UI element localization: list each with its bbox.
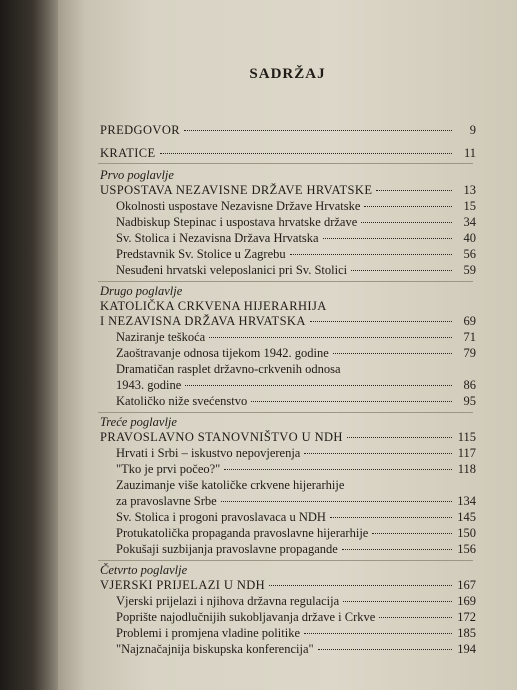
toc-entry-label: Protukatolička propaganda pravoslavne hijerarhije: [116, 526, 369, 540]
section-divider: [98, 560, 473, 561]
toc-entry-label: Nesuđeni hrvatski veleposlanici pri Sv. Stolici: [116, 263, 348, 277]
toc-entry-predgovor: [100, 122, 476, 138]
leader-dots: [251, 401, 452, 402]
leader-dots: [304, 453, 452, 454]
toc-page-number: 86: [463, 378, 476, 392]
toc-entry-label: Sv. Stolica i Nezavisna Država Hrvatska: [116, 231, 319, 245]
leader-dots: [185, 385, 452, 386]
toc-entry-label: "Najznačajnija biskupska konferencija": [116, 642, 314, 656]
toc-entry-label: Predstavnik Sv. Stolice u Zagrebu: [116, 247, 286, 261]
toc-entry-label: Zaoštravanje odnosa tijekom 1942. godine: [116, 346, 329, 360]
leader-dots: [160, 153, 452, 154]
leader-dots: [269, 585, 452, 586]
toc-entry-label: Poprište najodlučnijih sukobljavanja države i Crkve: [116, 610, 376, 624]
toc-page-number: 71: [463, 330, 476, 344]
section-divider: [98, 163, 473, 164]
chapter-heading-row: [100, 313, 476, 329]
toc-subentry: [116, 246, 476, 262]
chapter-heading: PRAVOSLAVNO STANOVNIŠTVO U NDH: [100, 430, 343, 444]
leader-dots: [347, 437, 452, 438]
leader-dots: [209, 337, 452, 338]
toc-page-number: 185: [457, 626, 476, 640]
toc-page-number: 79: [463, 346, 476, 360]
toc-subentry: [116, 377, 476, 393]
leader-dots: [379, 617, 452, 618]
toc-entry-label: Hrvati i Srbi – iskustvo nepovjerenja: [116, 446, 301, 460]
chapter-heading: KATOLIČKA CRKVENA HIJERARHIJA: [100, 299, 327, 313]
leader-dots: [372, 533, 452, 534]
toc-page-number: 134: [457, 494, 476, 508]
toc-page-number: 172: [457, 610, 476, 624]
toc-page-number: 56: [463, 247, 476, 261]
toc-entry-kratice: [100, 145, 476, 161]
leader-dots: [290, 254, 452, 255]
toc-subentry: [116, 593, 476, 609]
toc-subentry: [116, 345, 476, 361]
toc-page-number: 117: [457, 446, 476, 460]
toc-subentry: [116, 525, 476, 541]
toc-page-number: 9: [469, 123, 476, 137]
toc-subentry: [116, 262, 476, 278]
toc-page-number: 115: [457, 430, 476, 444]
chapter-heading-continued: I NEZAVISNA DRŽAVA HRVATSKA: [100, 314, 306, 328]
toc-entry-label: Nadbiskup Stepinac i uspostava hrvatske države: [116, 215, 358, 229]
toc-entry-label-continued: 1943. godine: [116, 378, 182, 392]
leader-dots: [221, 501, 452, 502]
toc-subentry: [116, 198, 476, 214]
toc-subentry: [116, 329, 476, 345]
toc-page-number: 194: [457, 642, 476, 656]
leader-dots: [318, 649, 452, 650]
toc-page-number: 59: [463, 263, 476, 277]
toc-entry-label: Zauzimanje više katoličke crkvene hijerarhije: [116, 478, 345, 492]
toc-entry-label: Katoličko niže svećenstvo: [116, 394, 248, 408]
toc-page-number: 118: [457, 462, 476, 476]
toc-entry-label: "Tko je prvi počeo?": [116, 462, 221, 476]
toc-page-number: 40: [463, 231, 476, 245]
toc-subentry: [116, 214, 476, 230]
leader-dots: [343, 601, 452, 602]
chapter-kicker: Prvo poglavlje: [100, 168, 174, 182]
leader-dots: [224, 469, 452, 470]
chapter-kicker: Četvrto poglavlje: [100, 563, 188, 577]
toc-page-number: 150: [457, 526, 476, 540]
section-divider: [98, 412, 473, 413]
toc-subentry: [116, 230, 476, 246]
toc-entry-label: Sv. Stolica i progoni pravoslavaca u NDH: [116, 510, 326, 524]
toc-subentry: [116, 641, 476, 657]
leader-dots: [351, 270, 452, 271]
chapter-heading-row: [100, 577, 476, 593]
toc-entry-label: KRATICE: [100, 146, 156, 160]
toc-page-number: 167: [457, 578, 476, 592]
leader-dots: [333, 353, 452, 354]
toc-subentry: [116, 509, 476, 525]
toc-page-number: 13: [463, 183, 476, 197]
book-page: [58, 0, 517, 690]
toc-entry-label: Problemi i promjena vladine politike: [116, 626, 300, 640]
toc-subentry: [116, 461, 476, 477]
chapter-kicker: Drugo poglavlje: [100, 284, 183, 298]
leader-dots: [323, 238, 452, 239]
section-divider: [98, 281, 473, 282]
page-title: SADRŽAJ: [249, 66, 326, 82]
leader-dots: [376, 190, 452, 191]
leader-dots: [364, 206, 452, 207]
leader-dots: [330, 517, 452, 518]
leader-dots: [361, 222, 452, 223]
toc-subentry: [116, 493, 476, 509]
leader-dots: [184, 130, 452, 131]
toc-entry-label: PREDGOVOR: [100, 123, 180, 137]
toc-subentry: [116, 445, 476, 461]
toc-entry-label-continued: za pravoslavne Srbe: [116, 494, 217, 508]
toc-subentry: [116, 625, 476, 641]
toc-page-number: 34: [463, 215, 476, 229]
chapter-heading: VJERSKI PRIJELAZI U NDH: [100, 578, 266, 592]
chapter-kicker: Treće poglavlje: [100, 415, 177, 429]
toc-page-number: 69: [463, 314, 476, 328]
chapter-heading: USPOSTAVA NEZAVISNE DRŽAVE HRVATSKE: [100, 183, 373, 197]
chapter-heading-row: [100, 182, 476, 198]
toc-page-number: 169: [457, 594, 476, 608]
toc-entry-label: Naziranje teškoća: [116, 330, 206, 344]
toc-entry-label: Vjerski prijelazi i njihova državna regulacija: [116, 594, 340, 608]
leader-dots: [310, 321, 452, 322]
toc-subentry: [116, 393, 476, 409]
toc-page-number: 11: [463, 146, 476, 160]
toc-page-number: 156: [457, 542, 476, 556]
toc-entry-label: Okolnosti uspostave Nezavisne Države Hrvatske: [116, 199, 361, 213]
toc-subentry: [116, 609, 476, 625]
chapter-heading-row: [100, 429, 476, 445]
toc-page-number: 145: [457, 510, 476, 524]
leader-dots: [342, 549, 452, 550]
toc-entry-label: Dramatičan rasplet državno-crkvenih odnosa: [116, 362, 341, 376]
toc-entry-label: Pokušaji suzbijanja pravoslavne propagande: [116, 542, 338, 556]
toc-page-number: 95: [463, 394, 476, 408]
toc-subentry: [116, 541, 476, 557]
leader-dots: [304, 633, 452, 634]
toc-page-number: 15: [463, 199, 476, 213]
book-spine-shadow: [0, 0, 60, 690]
